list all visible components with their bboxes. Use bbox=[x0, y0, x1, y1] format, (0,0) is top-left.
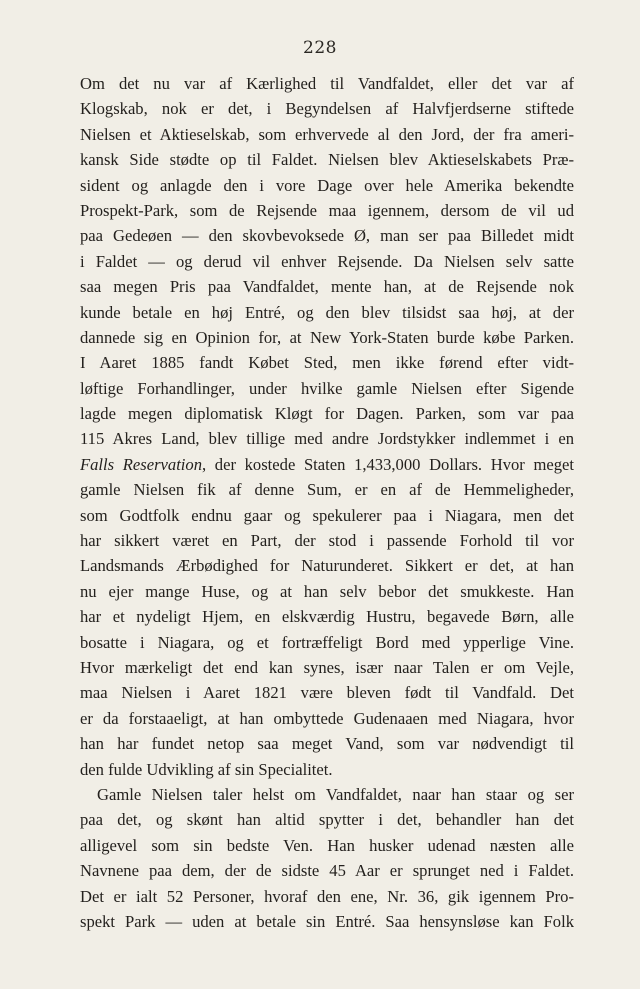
text-line: Nielsen et Aktieselskab, som erhvervede al den Jord, der fra ameri- bbox=[80, 124, 574, 144]
text-line: kansk Side stødte op til Faldet. Nielsen blev Aktieselskabets Præ- bbox=[80, 150, 574, 170]
text-line: I Aaret 1885 fandt Købet Sted, men ikke førend efter vidt- bbox=[80, 353, 574, 373]
text-line: lagde megen diplomatisk Kløgt for Dagen. Parken, som var paa bbox=[80, 404, 574, 424]
text-line: i Faldet — og derud vil enhver Rejsende. Da Nielsen selv satte bbox=[80, 251, 574, 271]
text-line: Prospekt-Park, som de Rejsende maa igennem, dersom de vil ud bbox=[80, 200, 574, 220]
text-line: løftige Forhandlinger, under hvilke gamle Nielsen efter Sigende bbox=[80, 378, 574, 398]
paragraph-start-line: Gamle Nielsen taler helst om Vandfaldet, naar han staar og ser bbox=[97, 784, 574, 804]
text-line: sident og anlagde den i vore Dage over hele Amerika bekendte bbox=[80, 175, 574, 195]
text-line: har sikkert været en Part, der stod i passende Forhold til vor bbox=[80, 531, 574, 551]
text-line: dannede sig en Opinion for, at New York-Staten burde købe Parken. bbox=[80, 327, 574, 347]
text-line: Det er ialt 52 Personer, hvoraf den ene, Nr. 36, gik igennem Pro- bbox=[80, 886, 574, 906]
page-number: 228 bbox=[303, 38, 337, 58]
text-line: Om det nu var af Kærlighed til Vandfaldet, eller det var af bbox=[80, 74, 574, 93]
text-line: Landsmands Ærbødighed for Naturunderet. Sikkert er det, at han bbox=[80, 556, 574, 576]
text-line: kunde betale en høj Entré, og den blev tilsidst saa høj, at der bbox=[80, 302, 574, 322]
text-line: maa Nielsen i Aaret 1821 være bleven født til Vandfald. Det bbox=[80, 683, 574, 703]
text-line: saa megen Pris paa Vandfaldet, mente han, at de Rejsende nok bbox=[80, 277, 574, 297]
text-line: spekt Park — uden at betale sin Entré. Saa hensynsløse kan Folk bbox=[80, 911, 574, 931]
text-line: er da forstaaeligt, at han ombyttede Gudenaaen med Niagara, hvor bbox=[80, 708, 574, 728]
text-line-mixed bbox=[80, 452, 574, 477]
italic-phrase: Falls Reservation bbox=[80, 454, 203, 474]
text-line: Hvor mærkeligt det end kan synes, især naar Talen er om Vejle, bbox=[80, 657, 574, 677]
text-line: paa Gedeøen — den skovbevoksede Ø, man ser paa Billedet midt bbox=[80, 226, 574, 246]
body-text bbox=[80, 71, 574, 934]
text-line-tail: , der kostede Staten 1,433,000 Dollars. Hvor meget bbox=[202, 454, 574, 474]
text-line: nu ejer mange Huse, og at han selv bebor det smukkeste. Han bbox=[80, 581, 574, 601]
text-line: gamle Nielsen fik af denne Sum, er en af de Hemmeligheder, bbox=[80, 480, 574, 500]
text-line: paa det, og skønt han altid spytter i det, behandler han det bbox=[80, 810, 574, 830]
text-line: har et nydeligt Hjem, en elskværdig Hustru, begavede Børn, alle bbox=[80, 607, 574, 627]
text-line: alligevel som sin bedste Ven. Han husker udenad næsten alle bbox=[80, 835, 574, 855]
text-line: som Godtfolk endnu gaar og spekulerer paa i Niagara, men det bbox=[80, 505, 574, 525]
paragraph-end-line: den fulde Udvikling af sin Specialitet. bbox=[80, 759, 333, 779]
text-line: Klogskab, nok er det, i Begyndelsen af Halvfjerdserne stiftede bbox=[80, 99, 574, 119]
text-line: 115 Akres Land, blev tillige med andre Jordstykker indlemmet i en bbox=[80, 429, 574, 449]
text-line: Navnene paa dem, der de sidste 45 Aar er sprunget ned i Faldet. bbox=[80, 861, 574, 881]
text-line: bosatte i Niagara, og et fortræffeligt Bord med ypperlige Vine. bbox=[80, 632, 574, 652]
text-line: han har fundet netop saa meget Vand, som var nødvendigt til bbox=[80, 734, 574, 754]
